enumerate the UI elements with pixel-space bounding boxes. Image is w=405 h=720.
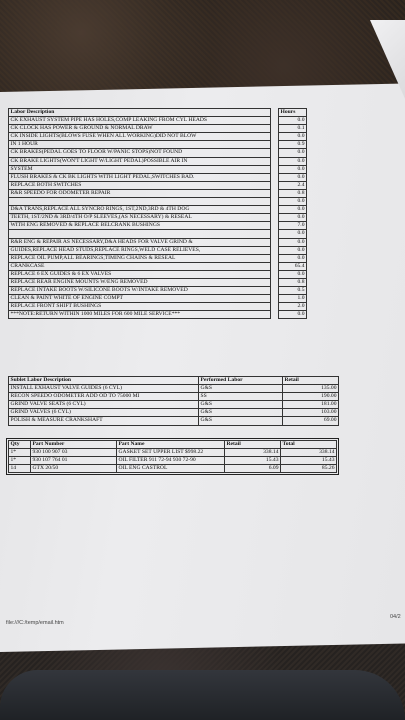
labor-desc: R&R SPEEDO FOR ODOMETER REPAIR	[9, 189, 271, 197]
parts-qty-header: Qty	[9, 441, 31, 449]
labor-hours: 0.0	[279, 198, 307, 206]
labor-desc: GUIDES,REPLACE HEAD STUDS,REPLACE RINGS,WELD CASE RELIEVES,	[9, 246, 271, 254]
labor-hours: 0.0	[279, 214, 307, 222]
labor-desc: D&A TRANS,REPLACE ALL SYNCRO RINGS, 1ST,2ND,3RD & 4TH DOG	[9, 206, 271, 214]
sublet-desc: RECON SPEEDO ODOMETER ADD OD TO 75000 MI	[9, 393, 199, 401]
labor-hours: 0.5	[279, 287, 307, 295]
labor-row	[9, 141, 307, 149]
labor-hours: 0.0	[279, 173, 307, 181]
labor-row	[9, 303, 307, 311]
labor-hours: 0.0	[279, 238, 307, 246]
sublet-table	[8, 376, 339, 426]
labor-row	[9, 189, 307, 197]
labor-hours: 0.0	[279, 311, 307, 319]
footer-page-number: 04/2	[390, 614, 401, 620]
parts-box	[6, 438, 339, 475]
labor-table	[8, 108, 307, 319]
parts-retail: 15.43	[225, 457, 281, 465]
labor-desc: REPLACE BOTH SWITCHES	[9, 181, 271, 189]
parts-number: 930 107 764 01	[31, 457, 117, 465]
labor-desc: TEETH, 1ST/2ND & 3RD/4TH O/P SLEEVES,(AS NECESSARY) & RESEAL	[9, 214, 271, 222]
labor-desc	[9, 198, 271, 206]
labor-hours: 0.8	[279, 278, 307, 286]
labor-hours: 2.4	[279, 181, 307, 189]
labor-row	[9, 165, 307, 173]
parts-row	[9, 449, 337, 457]
sublet-desc-header: Sublet Labor Description	[9, 377, 199, 385]
labor-desc: REPLACE REAR ENGINE MOUNTS W/ENG REMOVED	[9, 278, 271, 286]
labor-desc: REPLACE FRONT SHIFT BUSHINGS	[9, 303, 271, 311]
labor-row	[9, 246, 307, 254]
parts-total: 15.43	[281, 457, 337, 465]
labor-row	[9, 214, 307, 222]
labor-row	[9, 198, 307, 206]
labor-desc: SYSTEM	[9, 165, 271, 173]
labor-desc: REPLACE INTAKE BOOTS W/SILICONE BOOTS W/INTAKE REMOVED	[9, 287, 271, 295]
labor-row	[9, 278, 307, 286]
sublet-perf: G&S	[199, 401, 283, 409]
parts-retail: 6.09	[225, 465, 281, 473]
labor-desc: CK CLOCK HAS POWER & GROUND & NORMAL DRAW	[9, 125, 271, 133]
parts-number-header: Part Number	[31, 441, 117, 449]
parts-row	[9, 465, 337, 473]
parts-number: GTX 20/50	[31, 465, 117, 473]
labor-hours: 0.0	[279, 246, 307, 254]
sublet-row	[9, 393, 339, 401]
sublet-rows	[9, 385, 339, 425]
parts-number: 930 100 907 03	[31, 449, 117, 457]
labor-desc: ***NOTE:RETURN WITHIN 1000 MILES FOR 600 MILE SERVICE***	[9, 311, 271, 319]
labor-hours: 0.0	[279, 157, 307, 165]
sublet-retail: 181.00	[283, 401, 339, 409]
sublet-desc: INSTALL EXHAUST VALVE GUIDES (6 CYL)	[9, 385, 199, 393]
labor-row	[9, 206, 307, 214]
labor-hours: 0.0	[279, 270, 307, 278]
labor-desc	[9, 230, 271, 238]
sublet-desc: GRIND VALVES (6 CYL)	[9, 409, 199, 417]
labor-desc: REPLACE 6 EX GUIDES & 6 EX VALVES	[9, 270, 271, 278]
parts-name-header: Part Name	[117, 441, 225, 449]
labor-row	[9, 254, 307, 262]
knee-foreground	[0, 670, 405, 720]
labor-row	[9, 287, 307, 295]
parts-table	[8, 440, 337, 473]
sublet-desc: GRIND VALVE SEATS (6 CYL)	[9, 401, 199, 409]
labor-hours: 0.9	[279, 141, 307, 149]
sublet-perf: G&S	[199, 409, 283, 417]
labor-row	[9, 133, 307, 141]
sublet-perf: G&S	[199, 417, 283, 425]
parts-qty: 1*	[9, 457, 31, 465]
parts-total: 85.26	[281, 465, 337, 473]
labor-hours: 0.0	[279, 165, 307, 173]
parts-name: GASKET SET UPPER LIST $998.22	[117, 449, 225, 457]
labor-row	[9, 149, 307, 157]
sublet-row	[9, 401, 339, 409]
parts-retail-header: Retail	[225, 441, 281, 449]
labor-hours: 0.0	[279, 117, 307, 125]
sublet-retail: 69.00	[283, 417, 339, 425]
labor-hours: 0.8	[279, 189, 307, 197]
labor-hours: 7.0	[279, 222, 307, 230]
labor-row	[9, 262, 307, 270]
labor-hours: 0.0	[279, 230, 307, 238]
parts-total-header: Total	[281, 441, 337, 449]
labor-hours: 0.0	[279, 206, 307, 214]
labor-rows	[9, 117, 307, 319]
sublet-row	[9, 409, 339, 417]
labor-row	[9, 117, 307, 125]
labor-row	[9, 295, 307, 303]
labor-desc: CK BRAKES(PEDAL GOES TO FLOOR W/PANIC STOPS)NOT FOUND	[9, 149, 271, 157]
parts-rows	[9, 449, 337, 473]
labor-desc: CRANKCASE	[9, 262, 271, 270]
sublet-row	[9, 417, 339, 425]
labor-row	[9, 222, 307, 230]
labor-hours: 0.1	[279, 125, 307, 133]
sublet-desc: POLISH & MEASURE CRANKSHAFT	[9, 417, 199, 425]
labor-desc: FLUSH BRAKES & CK BK LIGHTS WITH LIGHT PEDAL,SWITCHES BAD.	[9, 173, 271, 181]
labor-desc-header: Labor Description	[9, 109, 271, 117]
labor-row	[9, 181, 307, 189]
parts-qty: 14	[9, 465, 31, 473]
labor-row	[9, 173, 307, 181]
sublet-retail: 190.00	[283, 393, 339, 401]
labor-row	[9, 230, 307, 238]
parts-row	[9, 457, 337, 465]
labor-desc: R&R ENG & REPAIR AS NECESSARY,D&A HEADS FOR VALVE GRIND &	[9, 238, 271, 246]
labor-row	[9, 311, 307, 319]
parts-retail: 338.14	[225, 449, 281, 457]
labor-hours: 0.0	[279, 133, 307, 141]
labor-desc: CK BRAKE LIGHTS(WON'T LIGHT W/LIGHT PEDAL)POSSIBLE AIR IN	[9, 157, 271, 165]
sublet-perf: SS	[199, 393, 283, 401]
labor-hours: 0.0	[279, 254, 307, 262]
labor-hours-header: Hours	[279, 109, 307, 117]
sublet-perf-header: Performed Labor	[199, 377, 283, 385]
labor-desc: WITH ENG REMOVED & REPLACE BELCRANK BUSHINGS	[9, 222, 271, 230]
parts-total: 338.14	[281, 449, 337, 457]
sublet-perf: G&S	[199, 385, 283, 393]
labor-row	[9, 125, 307, 133]
parts-name: OIL FILTER 911 72-94 930 72-90	[117, 457, 225, 465]
labor-row	[9, 270, 307, 278]
sublet-retail: 103.00	[283, 409, 339, 417]
labor-desc: CK EXHAUST SYSTEM PIPE HAS HOLES,COMP LEAKING FROM CYL HEADS	[9, 117, 271, 125]
labor-hours: 65.4	[279, 262, 307, 270]
parts-qty: 1*	[9, 449, 31, 457]
labor-hours: 0.0	[279, 149, 307, 157]
sublet-retail: 135.00	[283, 385, 339, 393]
labor-desc: IN 1 HOUR	[9, 141, 271, 149]
footer-url: file:///C:/temp/email.htm	[6, 620, 64, 626]
labor-desc: REPLACE OIL PUMP,ALL BEARINGS,TIMING CHAINS & RESEAL	[9, 254, 271, 262]
labor-hours: 1.0	[279, 295, 307, 303]
labor-hours: 2.0	[279, 303, 307, 311]
labor-desc: CK INSIDE LIGHTS(BLOWS FUSE WHEN ALL WORKING)DID NOT BLOW	[9, 133, 271, 141]
labor-desc: CLEAN & PAINT WHITE OF ENGINE COMPT	[9, 295, 271, 303]
sublet-row	[9, 385, 339, 393]
sublet-retail-header: Retail	[283, 377, 339, 385]
labor-row	[9, 157, 307, 165]
parts-name: OIL ENG CASTROL	[117, 465, 225, 473]
labor-row	[9, 238, 307, 246]
